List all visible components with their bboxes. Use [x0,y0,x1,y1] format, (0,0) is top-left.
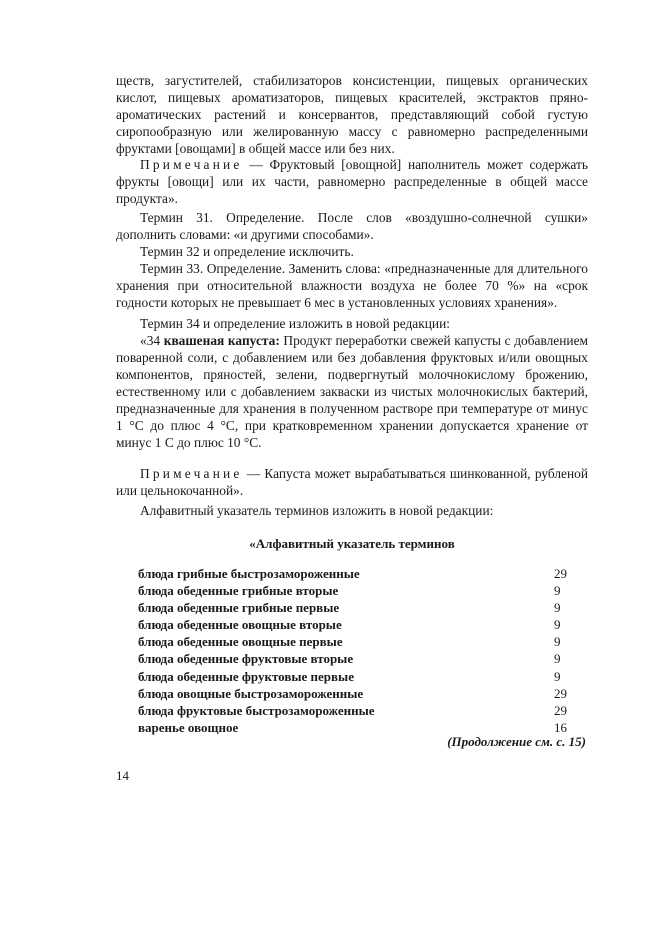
index-term: блюда обеденные овощные первые [138,634,343,650]
note-label: Примечание [140,466,243,481]
page-number: 14 [116,768,129,783]
index-title: «Алфавитный указатель терминов [249,536,455,551]
index-term: блюда грибные быстрозамороженные [138,566,360,581]
index-row [138,565,574,582]
note-label: Примечание [140,157,243,172]
index-row [138,650,574,667]
index-row [138,633,574,650]
paragraph-term-34: Термин 34 и определение изложить в новой редакции: [140,316,450,331]
paragraph-term-31: Термин 31. Определение. После слов «воздушно-солнечной сушки» дополнить словами: «и другими способами». [116,210,588,242]
index-term-number: 16 [554,719,567,735]
definition-number: «34 [140,333,164,348]
note-fruit-filler [116,156,588,207]
index-term-number: 29 [554,566,567,581]
index-term: блюда обеденные фруктовые первые [138,668,354,684]
index-term-number: 9 [554,600,561,616]
definition-text: Продукт переработки свежей капусты с добавлением поваренной соли, с добавлением или без добавления фруктовых и/или овощных компонентов, пряностей, зелени, подвергнутый молочнокислому брожению, естественному или с добавлением закваски из чистых молочнокислых бактерий, предназначенные для хранения в полученном растворе при температуре от минус 1 °С до плюс 4 °С, при кратковременном хранении допускается хранение от минус 1 С до плюс 10 °С. [116,333,589,450]
index-term-number: 9 [554,617,561,633]
definition-sauerkraut [116,332,588,451]
index-term-number: 9 [554,583,561,599]
index-term: блюда овощные быстрозамороженные [138,685,364,701]
index-term-number: 29 [554,685,567,701]
index-term: блюда обеденные овощные вторые [138,617,342,633]
index-row [138,668,574,685]
index-term: блюда обеденные фруктовые вторые [138,651,354,667]
index-term-number: 29 [554,702,567,718]
definition-term: квашеная капуста: [163,333,280,348]
note-cabbage [116,465,588,499]
continuation-note: (Продолжение см. с. 15) [447,734,586,749]
paragraph-term-32: Термин 32 и определение исключить. [140,244,354,259]
index-row [138,702,574,719]
index-row [138,616,574,633]
note-text: — Фруктовый [овощной] наполнитель может содержать фрукты [овощи] или их части, равномерно распределенные в общей массе продукта». [116,157,588,206]
index-term: блюда обеденные грибные первые [138,600,340,616]
note-text: — Капуста может вырабатываться шинкованной, рубленой или цельнокочанной». [116,466,588,498]
paragraph-continued: ществ, загустителей, стабилизаторов консистенции, пищевых органических кислот, пищевых ароматизаторов, пищевых красителей, экстрактов пряно-ароматических растений и консервантов, представляющий собой густую сиропообразную или желированную массу с равномерно распределенными фруктами [овощами] в общей массе или без них. [116,73,588,156]
index-list [138,565,574,736]
index-term: блюда фруктовые быстрозамороженные [138,702,375,718]
paragraph-term-33: Термин 33. Определение. Заменить слова: «предназначенные для длительного хранения при относительной влажности воздуха не более 70 %» на «срок годности которых не превышает 6 мес в установленных условиях хранения». [116,261,588,310]
index-term: блюда обеденные грибные вторые [138,583,339,599]
index-term-number: 9 [554,634,561,650]
index-row [138,685,574,702]
paragraph-index-intro: Алфавитный указатель терминов изложить в новой редакции: [140,503,494,518]
index-row [138,599,574,616]
index-row [138,582,574,599]
index-term-number: 9 [554,668,561,684]
index-term-number: 9 [554,651,561,667]
index-term: варенье овощное [138,719,239,735]
